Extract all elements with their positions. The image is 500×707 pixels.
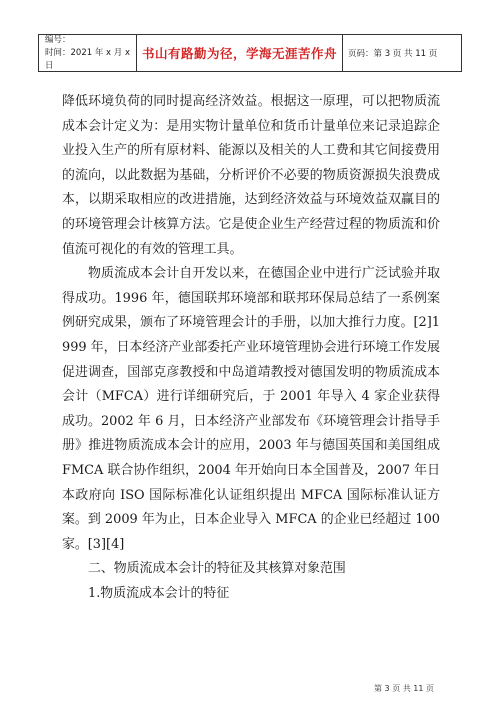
page-label: 页码：第 3 页 共 11 页 <box>348 49 438 59</box>
section-heading: 二、物质流成本会计的特征及其核算对象范围 <box>88 561 346 577</box>
motto-text: 书山有路勤为径，学海无涯苦作舟 <box>141 46 337 61</box>
paragraph-history: 物质流成本会计自开发以来，在德国企业中进行广泛试验并取得成功。1996 年，德国联邦环境部和联邦环保局总结了一系例案例研究成果，颁布了环境管理会计的手册，以加大推行力度。[2]1999 年，日本经济产业部委托产业环境管理协会进行环境工作发展促进调查，国部克彦教授和中岛道靖教授对德国发明的物质流成本会计（MFCA）进行详细研究后，于 2001 年导入 4 家企业获得成功。2002 年 6 月，日本经济产业部发布《环境管理会计指导手册》推进物质流成本会计的应用，2003 年与德国英国和美国组成 FMCA 联合协作组织，2004 年开始向日本全国普及，2007 年日本政府向 ISO 国际标准化认证组织提出 MFCA 国际标准认证方案。到 2009 年为止，日本企业导入 MFCA 的企业已经超过 100 家。[3][4] <box>62 266 440 552</box>
document-body <box>62 90 440 606</box>
header-meta <box>39 35 137 71</box>
subsection-heading: 1.物质流成本会计的特征 <box>88 585 230 601</box>
time-label: 时间：2021 年 x 月 x 日 <box>45 47 131 71</box>
header-motto <box>137 35 343 71</box>
number-label: 编号： <box>45 34 71 45</box>
header-page <box>343 35 461 71</box>
page-header <box>38 34 462 72</box>
paragraph-continuation: 降低环境负荷的同时提高经济效益。根据这一原理，可以把物质流成本会计定义为：是用实物计量单位和货币计量单位来记录追踪企业投入生产的所有原材料、能源以及相关的人工费和其它间接费用的流向，以此数据为基础，分析评价不必要的物质资源损失浪费成本，以期采取相应的改进措施，达到经济效益与环境效益双赢目的的环境管理会计核算方法。它是使企业生产经营过程的物质流和价值流可视化的有效的管理工具。 <box>62 94 440 257</box>
page-footer: 第 3 页 共 11 页 <box>374 684 434 693</box>
